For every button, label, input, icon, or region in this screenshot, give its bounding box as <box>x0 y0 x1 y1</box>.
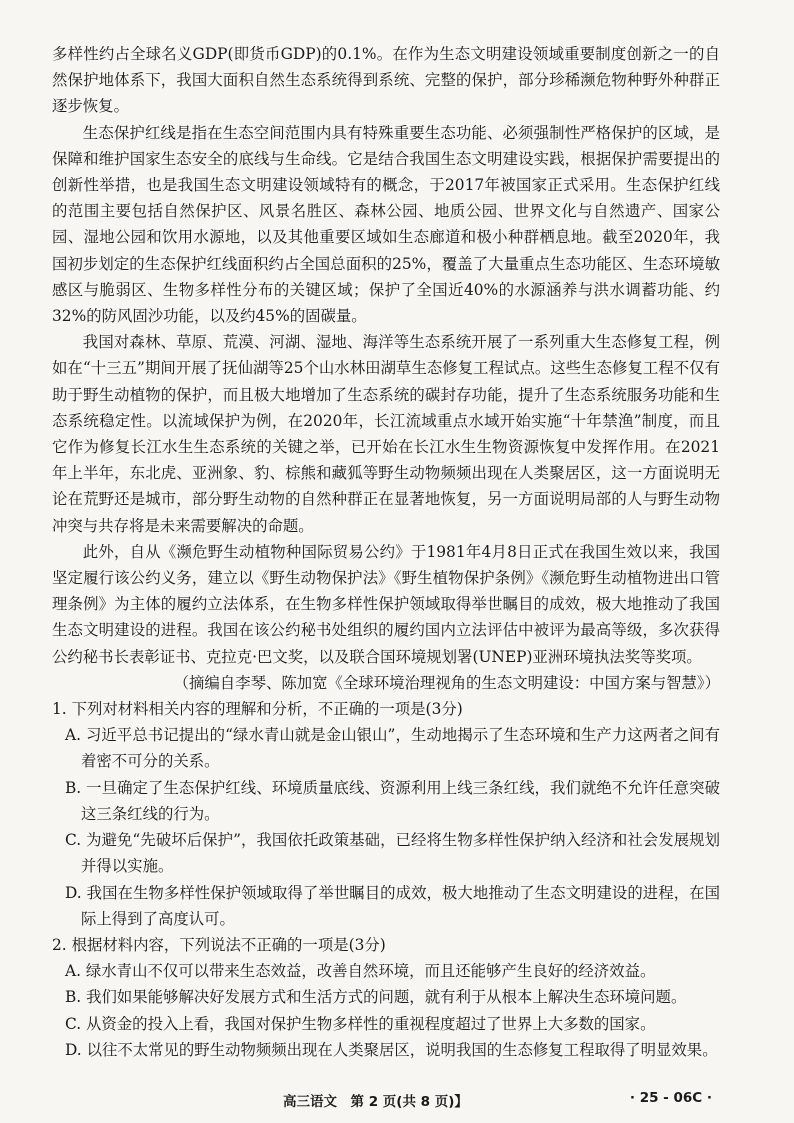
question-1 <box>52 696 720 932</box>
question-stem: 1. 下列对材料相关内容的理解和分析，不正确的一项是(3分) <box>52 700 463 719</box>
passage-paragraph: 多样性约占全球名义GDP(即货币GDP)的0.1%。在作为生态文明建设领域重要制度创新之一的自然保护地体系下，我国大面积自然生态系统得到系统、完整的保护，部分珍稀濒危物种野外种群正逐步恢复。 <box>52 45 720 116</box>
option-a: A. 习近平总书记提出的“绿水青山就是金山银山”，生动地揭示了生态环境和生产力这两者之间有着密不可分的关系。 <box>65 726 720 771</box>
option-a: A. 绿水青山不仅可以带来生态效益，改善自然环境，而且还能够产生良好的经济效益。 <box>65 962 656 981</box>
option-c: C. 为避免“先破坏后保护”，我国依托政策基础，已经将生物多样性保护纳入经济和社会发展规划并得以实施。 <box>65 831 720 876</box>
option-d: D. 以往不太常见的野生动物频频出现在人类聚居区，说明我国的生态修复工程取得了明显效果。 <box>65 1040 718 1059</box>
footer-page-info: 高三语文 第 2 页(共 8 页)】 <box>283 1094 468 1110</box>
option-d: D. 我国在生物多样性保护领域取得了举世瞩目的成效，极大地推动了生态文明建设的进程，在国际上得到了高度认可。 <box>65 883 720 928</box>
passage-paragraph: 此外，自从《濒危野生动植物种国际贸易公约》于1981年4月8日正式在我国生效以来，我国坚定履行该公约义务，建立以《野生动物保护法》《野生植物保护条例》《濒危野生动植物进出口管理条例》为主体的履约立法体系，在生物多样性保护领域取得举世瞩目的成效，极大地推动了我国生态文明建设的进程。我国在该公约秘书处组织的履约国内立法评估中被评为最高等级，多次获得公约秘书长表彰证书、克拉克·巴文奖，以及联合国环境规划署(UNEP)亚洲环境执法奖等奖项。 <box>52 542 720 666</box>
passage-paragraph: 生态保护红线是指在生态空间范围内具有特殊重要生态功能、必须强制性严格保护的区域，是保障和维护国家生态安全的底线与生命线。它是结合我国生态文明建设实践，根据保护需要提出的创新性举措，也是我国生态文明建设领域特有的概念，于2017年被国家正式采用。生态保护红线的范围主要包括自然保护区、风景名胜区、森林公园、地质公园、世界文化与自然遗产、国家公园、湿地公园和饮用水源地，以及其他重要区域如生态廊道和极小种群栖息地。截至2020年，我国初步划定的生态保护红线面积约占全国总面积的25%，覆盖了大量重点生态功能区、生态环境敏感区与脆弱区、生物多样性分布的关键区域；保护了全国近40%的水源涵养与洪水调蓄功能、约32%的防风固沙功能，以及约45%的固碳量。 <box>52 123 720 326</box>
footer-exam-code: · 25 - 06C · <box>629 1090 712 1106</box>
passage-paragraph: 我国对森林、草原、荒漠、河湖、湿地、海洋等生态系统开展了一系列重大生态修复工程，例如在“十三五”期间开展了抚仙湖等25个山水林田湖草生态修复工程试点。这些生态修复工程不仅有助于野生动植物的保护，而且极大地增加了生态系统的碳封存功能，提升了生态系统服务功能和生态系统稳定性。以流域保护为例，在2020年，长江流域重点水域开始实施“十年禁渔”制度，而且它作为修复长江水生生态系统的关键之举，已开始在长江水生生物资源恢复中发挥作用。在2021年上半年，东北虎、亚洲象、豹、棕熊和藏狐等野生动物频频出现在人类聚居区，这一方面说明无论在荒野还是城市，部分野生动物的自然种群正在显著地恢复，另一方面说明局部的人与野生动物冲突与共存将是未来需要解决的命题。 <box>52 333 720 535</box>
question-2 <box>52 932 720 1063</box>
option-b: B. 我们如果能够解决好发展方式和生活方式的问题，就有利于从根本上解决生态环境问题。 <box>65 988 687 1007</box>
option-b: B. 一旦确定了生态保护红线、环境质量底线、资源利用上线三条红线，我们就绝不允许任意突破这三条红线的行为。 <box>65 778 720 823</box>
option-c: C. 从资金的投入上看，我国对保护生物多样性的重视程度超过了世界上大多数的国家。 <box>65 1014 656 1033</box>
source-citation: （摘编自李琴、陈加宽《全球环境治理视角的生态文明建设：中国方案与智慧》） <box>173 673 720 692</box>
question-stem: 2. 根据材料内容，下列说法不正确的一项是(3分) <box>52 935 386 954</box>
content-area <box>52 41 720 1063</box>
